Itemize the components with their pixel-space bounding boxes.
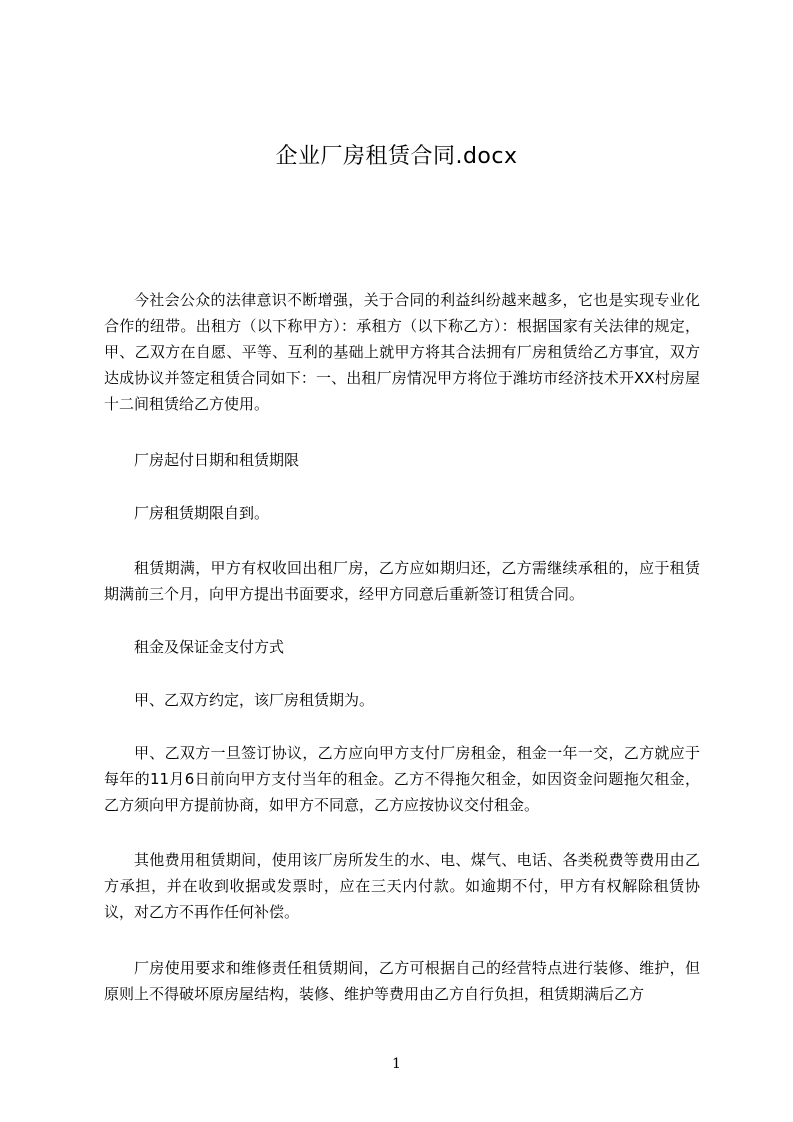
- page-number: 1: [392, 1056, 401, 1072]
- paragraph-rent-agreement: 甲、乙双方约定，该厂房租赁期为。: [134, 691, 375, 709]
- paragraph-intro: 今社会公众的法律意识不断增强，关于合同的利益纠纷越来越多，它也是实现专业化合作的纽带。出租方（以下称甲方）：承租方（以下称乙方）：根据国家有关法律的规定，甲、乙双方在自愿、平等、互利的基础上就甲方将其合法拥有厂房租赁给乙方事宜，双方达成协议并签定租赁合同如下：一、出租厂房情况甲方将位于潍坊市经济技术开XX村房屋十二间租赁给乙方使用。: [104, 291, 700, 413]
- paragraph-other-fees: 其他费用租赁期间，使用该厂房所发生的水、电、煤气、电话、各类税费等费用由乙方承担，并在收到收据或发票时，应在三天内付款。如逾期不付，甲方有权解除租赁协议，对乙方不再作任何补偿。: [104, 851, 700, 921]
- paragraph-usage-maintenance: 厂房使用要求和维修责任租赁期间，乙方可根据自己的经营特点进行装修、维护，但原则上不得破坏原房屋结构，装修、维护等费用由乙方自行负担，租赁期满后乙方: [104, 959, 700, 1003]
- document-title: 企业厂房租赁合同.docx: [275, 144, 518, 169]
- paragraph-heading-lease-term: 厂房起付日期和租赁期限: [134, 451, 300, 469]
- paragraph-heading-rent-payment: 租金及保证金支付方式: [134, 638, 285, 656]
- paragraph-lease-expiry: 租赁期满，甲方有权收回出租厂房，乙方应如期归还，乙方需继续承租的，应于租赁期满前三个月，向甲方提出书面要求，经甲方同意后重新签订租赁合同。: [104, 559, 700, 603]
- paragraph-lease-period: 厂房租赁期限自到。: [134, 504, 270, 522]
- paragraph-rent-terms: 甲、乙双方一旦签订协议，乙方应向甲方支付厂房租金，租金一年一交，乙方就应于每年的11月6日前向甲方支付当年的租金。乙方不得拖欠租金，如因资金问题拖欠租金，乙方须向甲方提前协商，如甲方不同意，乙方应按协议交付租金。: [104, 744, 700, 814]
